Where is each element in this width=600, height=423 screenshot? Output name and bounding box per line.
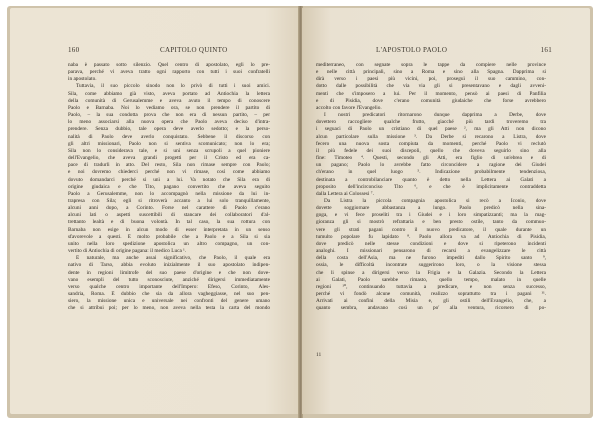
text-line: e noi dovremo chiederci perché non vi rimase, così come abbiamo: [68, 169, 270, 176]
text-line: un pagano; Paolo lo avrebbe fatto circoncidere a ragione dei Giudei: [316, 162, 546, 169]
text-line: trettanto lealtà e di buona volontà. In tal caso, la sua rottura con: [68, 219, 270, 226]
text-line: pace di tradurli in atto. Del resto, Sila non rimase sempre con Paolo;: [68, 162, 270, 169]
text-line: È naturale, ma anche assai significativo, che Paolo, il quale era: [76, 255, 270, 262]
text-line: unito nella loro spedizione apostolica un altro compagno, un con-: [68, 240, 270, 247]
text-line: vere gli strati pagani contro il nuovo predicatore, il quale durante un: [316, 226, 546, 233]
text-line: e nelle città principali, sino a Roma e sino alla Spagna. Dapprima si: [316, 69, 546, 76]
text-line: dell'Evangelio, che aveva grandi progetti per il Cristo ed era ca-: [68, 155, 270, 162]
text-line: quanto sembra, andavano così un po' alla ventura, ricorsero di po-: [316, 305, 546, 312]
text-line: dalla Lettera ai Colossesi ⁷.: [316, 190, 374, 197]
left-running-head: CAPITOLO QUINTO: [160, 46, 228, 54]
open-book: [7, 6, 593, 418]
text-line: mediterraneo, con segnate sopra le tappe da compiere nelle province: [316, 62, 546, 68]
text-line: dotto dalle possibilità che via via gli si presentavano e dagli avveni-: [316, 83, 546, 90]
text-line: parava, perché vi aveva tratto ogni rapporto con tutti i suoi confratelli: [68, 69, 270, 76]
text-line: Arrivati ai confini della Misia e, gli ostili dell'Evangelio, che, a: [316, 298, 546, 305]
signature-mark: 11: [316, 352, 322, 358]
text-line: regioni ¹⁰, continuando tuttavia a predicare, e non senza successo,: [316, 283, 546, 290]
text-line: dovuto domandarci perché si unì a lui. Va notato che Sila era di: [68, 176, 270, 183]
text-line: nalità di Paolo deve averlo conquistato. Sebbene il discorso con: [68, 133, 270, 140]
text-line: Da Listra la piccola compagnia apostolica si recò a Iconio, dove: [324, 197, 546, 204]
right-body-text: [316, 62, 546, 312]
left-page-number: 160: [68, 46, 80, 54]
text-line: e di Pisidia, dove c'erano comunità giudaiche che forse avrebbero: [316, 97, 546, 104]
text-line: I nostri predicatori ritornarono dunque dapprima a Derbe, dove: [324, 112, 546, 119]
text-line: alcuni lati o aspetti suscettibili di stancare dei collaboratori d'al-: [68, 212, 270, 219]
text-line: fine: Timoteo ⁴. Questi, secondo gli Atti, era figlio di un'ebrea e di: [316, 155, 546, 162]
text-line: goga, e vi fece proseliti tra i Giudei e i loro simpatizzanti; ma la mag-: [316, 212, 546, 219]
text-line: proposito dell'incirconciso Tito ⁶, e che è implicitamente contraddetta: [316, 183, 546, 190]
text-line: naba è passato sotto silenzio. Quel centro di apostolato, egli lo pre-: [68, 62, 270, 68]
text-line: ai Galati, Paolo sarebbe rimasto, quello tempo, malato in quelle: [316, 276, 546, 283]
text-line: Barnaba non esige in alcun modo di esser interpretata in un senso: [68, 226, 270, 233]
right-running-head: L'APOSTOLO PAOLO: [376, 46, 448, 54]
text-line: trapresa con Sila; egli si ritroverà accanto a lui solo tranquillamente,: [68, 197, 270, 204]
text-line: Paolo e Barnaba. Noi lo vediamo ora, se non prendere il partito di: [68, 104, 270, 111]
text-line: analoghi. I missionari pensarono di recarsi a evangelizzare le città: [316, 248, 546, 255]
text-line: sandria, Roma. È dubbio che sia da allora vagheggiasse, nel suo pen-: [68, 291, 270, 297]
text-line: gli altri missionari, Paolo non si sentiva scomunicato; non lo era;: [68, 140, 270, 147]
text-line: destinata a controbilanciare quanto è detto nella Lettera ai Galati a: [316, 176, 546, 183]
right-page-number: 161: [540, 46, 552, 54]
text-line: perché vi fondò alcune comunità, realizzo soprattutto tra i pagani ¹¹.: [316, 291, 546, 297]
text-line: vertito di Antiochia di origine pagana: il medico Luca ¹.: [68, 248, 187, 255]
text-line: siero, la missione unica e universale nei confronti del genere umano: [68, 298, 270, 305]
text-line: tumulto popolare fu lapidato ⁸. Paolo allora va ad Antiochia di Pisidia,: [316, 233, 546, 240]
text-line: prendere. Senza dubbio, tale opera deve averlo sedotto; e la perso-: [68, 126, 270, 133]
text-line: dove predicò nelle stesse condizioni e dove si ripeterono incidenti: [316, 240, 546, 247]
text-line: menti che s'imposero a lui. Per il momento, pensò ai paesi di Panfilia: [316, 90, 546, 97]
text-line: vano esempli del tutto sconosciute, anziché dirigersi immediatamente: [68, 276, 270, 283]
text-line: accolto con favore l'Evangelio.: [316, 104, 382, 111]
text-line: ossia, le difficoltà incontrate suggerirono loro, o la visione stessa: [316, 262, 546, 269]
text-line: sfavorevole a questi. È molto probabile che a Paolo e a Sila si sia: [68, 233, 270, 240]
text-line: nativo di Tarso, abbia evoluto inizialmente il suo apostolato indipen-: [68, 262, 270, 269]
text-line: lo meno associarsi alla nuova opera che Paolo aveva deciso d'intra-: [68, 119, 270, 126]
text-line: che si attribui poi; per lo meno, non aveva nella testa la carta del mondo: [68, 305, 270, 312]
right-page: [302, 8, 590, 414]
text-line: Sila, come abbiamo già visto, aveva portato ad Antiochia la lettera: [68, 90, 270, 97]
text-line: gioranza gli si mostrò refrattaria e ben presto ostile, tanto da commuo-: [316, 219, 546, 226]
text-line: i seguaci di Paolo un cristiano di quel paese ², ma gli Atti non dicono: [316, 126, 546, 133]
left-body-text: [68, 62, 270, 312]
left-page: [10, 8, 300, 414]
text-line: in apostolato.: [68, 76, 97, 83]
text-line: alcuni anni dopo, a Corinto. Forse nel carattere di Paolo c'erano: [68, 205, 270, 212]
text-line: che li spinse a dirigersi verso la Frigia e la Galazia. Secondo la Lettera: [316, 269, 546, 276]
text-line: alcun particolare sulla missione ³. Da Derbe si recarono a Listra, dove: [316, 133, 546, 140]
text-line: origine giudaica e che Tito, pagano convertito che aveva seguito: [68, 183, 270, 190]
text-line: dente in regioni limitrofe del suo paese d'origine e che non dove-: [68, 269, 270, 276]
text-line: Paolo, – la sua condotta prova che non era di nessun partito, – per: [68, 112, 270, 119]
text-line: verso qualche centro importante dell'Impero: Efeso, Corinto, Ales-: [68, 283, 270, 290]
text-line: ch'erano in quel luogo ⁵. Indicazione probabilmente tendenziosa,: [316, 169, 546, 176]
text-line: fecero una nuova sosta compiuta da momenti, perché Paolo vi reclutò: [316, 140, 546, 147]
text-line: dirà verso i paesi più vicini, poi, proseguì il suo cammino, con-: [316, 76, 546, 83]
text-line: della costa dell'Asia, ma ne furono impediti dallo Spirito santo ⁹,: [316, 255, 546, 262]
text-line: dovette soggiornare abbastanza a lungo. Paolo predicò nella sina-: [316, 205, 546, 212]
text-line: il più fedele dei suoi discepoli, quello che doveva seguirlo sino alla: [316, 147, 546, 154]
text-line: dovettero raccogliere qualche frutto, giacché più tardi troveremo tra: [316, 119, 546, 126]
text-line: della comunità di Gerusalemme e aveva avuto il tempo di conoscere: [68, 97, 270, 104]
text-line: Tuttavia, il suo piccolo sinodo non lo privò di tutti i suoi amici.: [76, 83, 270, 90]
text-line: Paolo a Gerusalemme, non lo accompagnò nella missione da lui in-: [68, 190, 270, 197]
text-line: Sila non lo considerava tale, e si unì senza scrupoli a quel pioniere: [68, 147, 270, 154]
